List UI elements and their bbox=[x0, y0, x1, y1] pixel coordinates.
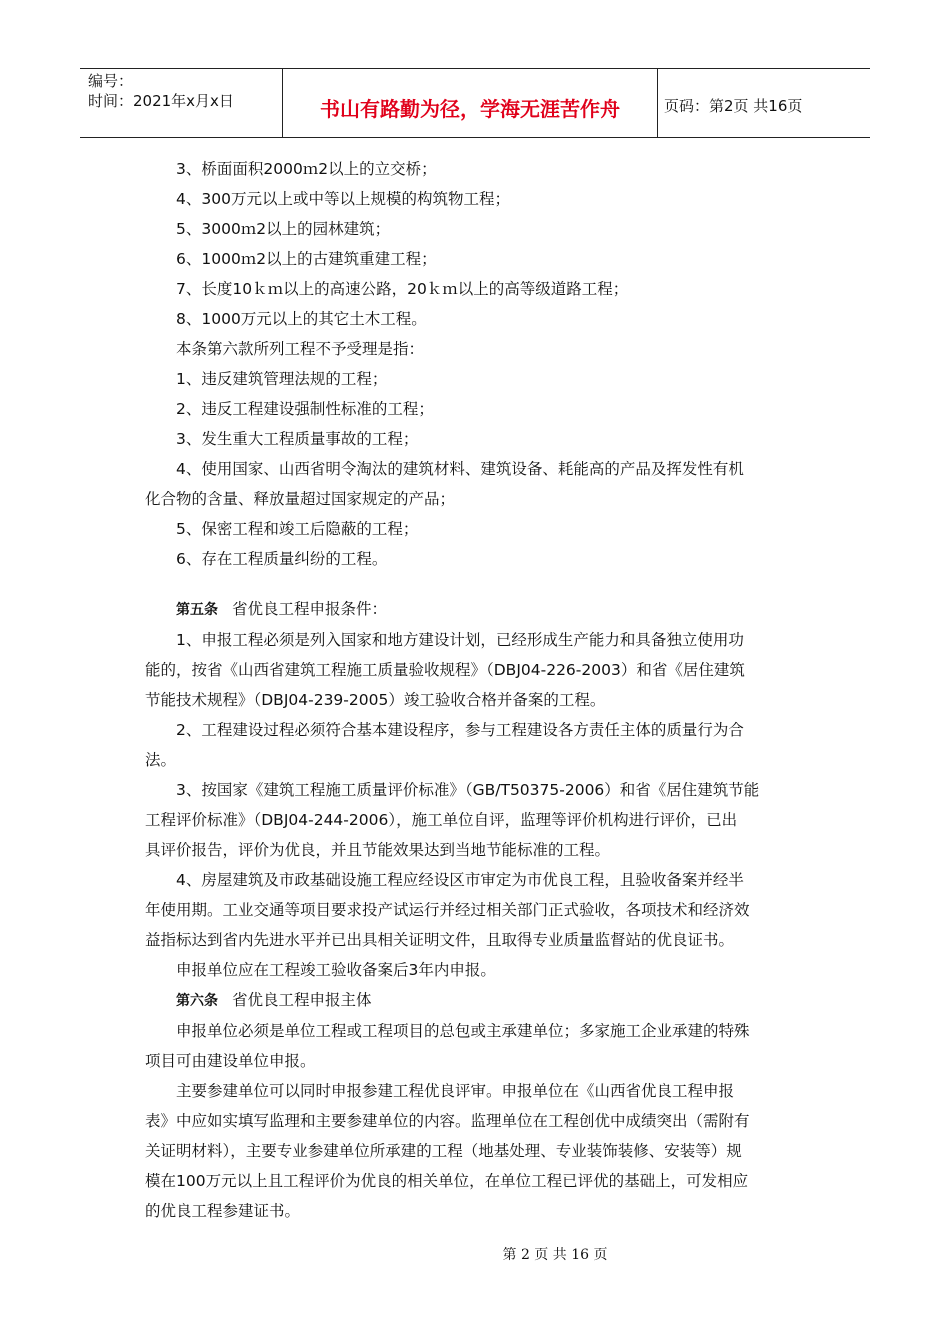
paragraph-line: 化合物的含量、释放量超过国家规定的产品； bbox=[145, 490, 456, 508]
paragraph-line: 5、3000ｍ2以上的园林建筑； bbox=[176, 220, 391, 238]
number-label: 编号： bbox=[88, 72, 134, 90]
article-5-heading bbox=[145, 594, 805, 625]
paragraph-line: 年使用期。工业交通等项目要求投产试运行并经过相关部门正式验收，各项技术和经济效 bbox=[145, 901, 750, 919]
article-5-title: 省优良工程申报条件： bbox=[232, 600, 388, 618]
paragraph-line: 3、桥面面积2000ｍ2以上的立交桥； bbox=[176, 160, 437, 178]
paragraph-line: 的优良工程参建证书。 bbox=[145, 1202, 301, 1220]
paragraph-line: 3、按国家《建筑工程施工质量评价标准》（GB/T50375-2006）和省《居住建筑节能 bbox=[176, 781, 760, 799]
date-label: 时间：2021年x月x日 bbox=[88, 92, 234, 110]
paragraph-line: 工程评价标准》（DBJ04-244-2006），施工单位自评，监理等评价机构进行评价，已出 bbox=[145, 811, 738, 829]
paragraph-line: 模在100万元以上且工程评价为优良的相关单位，在单位工程已评优的基础上，可发相应 bbox=[145, 1172, 749, 1190]
document-body bbox=[145, 154, 805, 1226]
paragraph-line: 能的，按省《山西省建筑工程施工质量验收规程》（DBJ04-226-2003）和省《居住建筑 bbox=[145, 661, 745, 679]
paragraph-line: 3、发生重大工程质量事故的工程； bbox=[176, 430, 419, 448]
paragraph-line: 6、1000ｍ2以上的古建筑重建工程； bbox=[176, 250, 437, 268]
paragraph-line: 4、300万元以上或中等以上规模的构筑物工程； bbox=[176, 190, 510, 208]
header-motto: 书山有路勤为径，学海无涯苦作舟 bbox=[283, 69, 658, 137]
article-5-body bbox=[145, 625, 805, 985]
paragraph-line: 4、使用国家、山西省明令淘汰的建筑材料、建筑设备、耗能高的产品及挥发性有机 bbox=[176, 460, 744, 478]
conditions-list bbox=[145, 154, 805, 574]
paragraph-line: 申报单位应在工程竣工验收备案后3年内申报。 bbox=[176, 961, 496, 979]
article-6-heading bbox=[145, 985, 805, 1016]
article-6-title: 省优良工程申报主体 bbox=[232, 991, 372, 1009]
header-page-info: 页码：第2页 共16页 bbox=[664, 96, 803, 115]
paragraph-line: 6、存在工程质量纠纷的工程。 bbox=[176, 550, 388, 568]
paragraph-line: 1、申报工程必须是列入国家和地方建设计划，已经形成生产能力和具备独立使用功 bbox=[176, 631, 744, 649]
paragraph-line: 主要参建单位可以同时申报参建工程优良评审。申报单位在《山西省优良工程申报 bbox=[176, 1082, 735, 1100]
article-6-label: 第六条 bbox=[176, 993, 218, 1009]
paragraph-line: 5、保密工程和竣工后隐蔽的工程； bbox=[176, 520, 419, 538]
paragraph-line: 本条第六款所列工程不予受理是指： bbox=[176, 340, 425, 358]
article-5-label: 第五条 bbox=[176, 602, 218, 618]
paragraph-line: 节能技术规程》（DBJ04-239-2005）竣工验收合格并备案的工程。 bbox=[145, 691, 606, 709]
page-footer: 第 2 页 共 16 页 bbox=[502, 1247, 608, 1263]
paragraph-line: 8、1000万元以上的其它土木工程。 bbox=[176, 310, 427, 328]
paragraph-line: 具评价报告，评价为优良，并且节能效果达到当地节能标准的工程。 bbox=[145, 841, 611, 859]
paragraph-line: 1、违反建筑管理法规的工程； bbox=[176, 370, 388, 388]
header-meta bbox=[80, 69, 283, 137]
page-header bbox=[80, 68, 870, 138]
paragraph-line: 2、违反工程建设强制性标准的工程； bbox=[176, 400, 434, 418]
paragraph-line: 益指标达到省内先进水平并已出具相关证明文件，且取得专业质量监督站的优良证书。 bbox=[145, 931, 735, 949]
paragraph-line: 项目可由建设单位申报。 bbox=[145, 1052, 316, 1070]
paragraph-line: 关证明材料），主要专业参建单位所承建的工程（地基处理、专业装饰装修、安装等）规 bbox=[145, 1142, 742, 1160]
paragraph-line: 7、长度10ｋｍ以上的高速公路，20ｋｍ以上的高等级道路工程； bbox=[176, 280, 629, 298]
paragraph-line: 法。 bbox=[145, 751, 177, 769]
paragraph-line: 表》中应如实填写监理和主要参建单位的内容。监理单位在工程创优中成绩突出（需附有 bbox=[145, 1112, 750, 1130]
paragraph-line: 4、房屋建筑及市政基础设施工程应经设区市审定为市优良工程，且验收备案并经半 bbox=[176, 871, 744, 889]
article-6-body bbox=[145, 1016, 805, 1226]
paragraph-line: 申报单位必须是单位工程或工程项目的总包或主承建单位；多家施工企业承建的特殊 bbox=[176, 1022, 750, 1040]
paragraph-line: 2、工程建设过程必须符合基本建设程序，参与工程建设各方责任主体的质量行为合 bbox=[176, 721, 744, 739]
